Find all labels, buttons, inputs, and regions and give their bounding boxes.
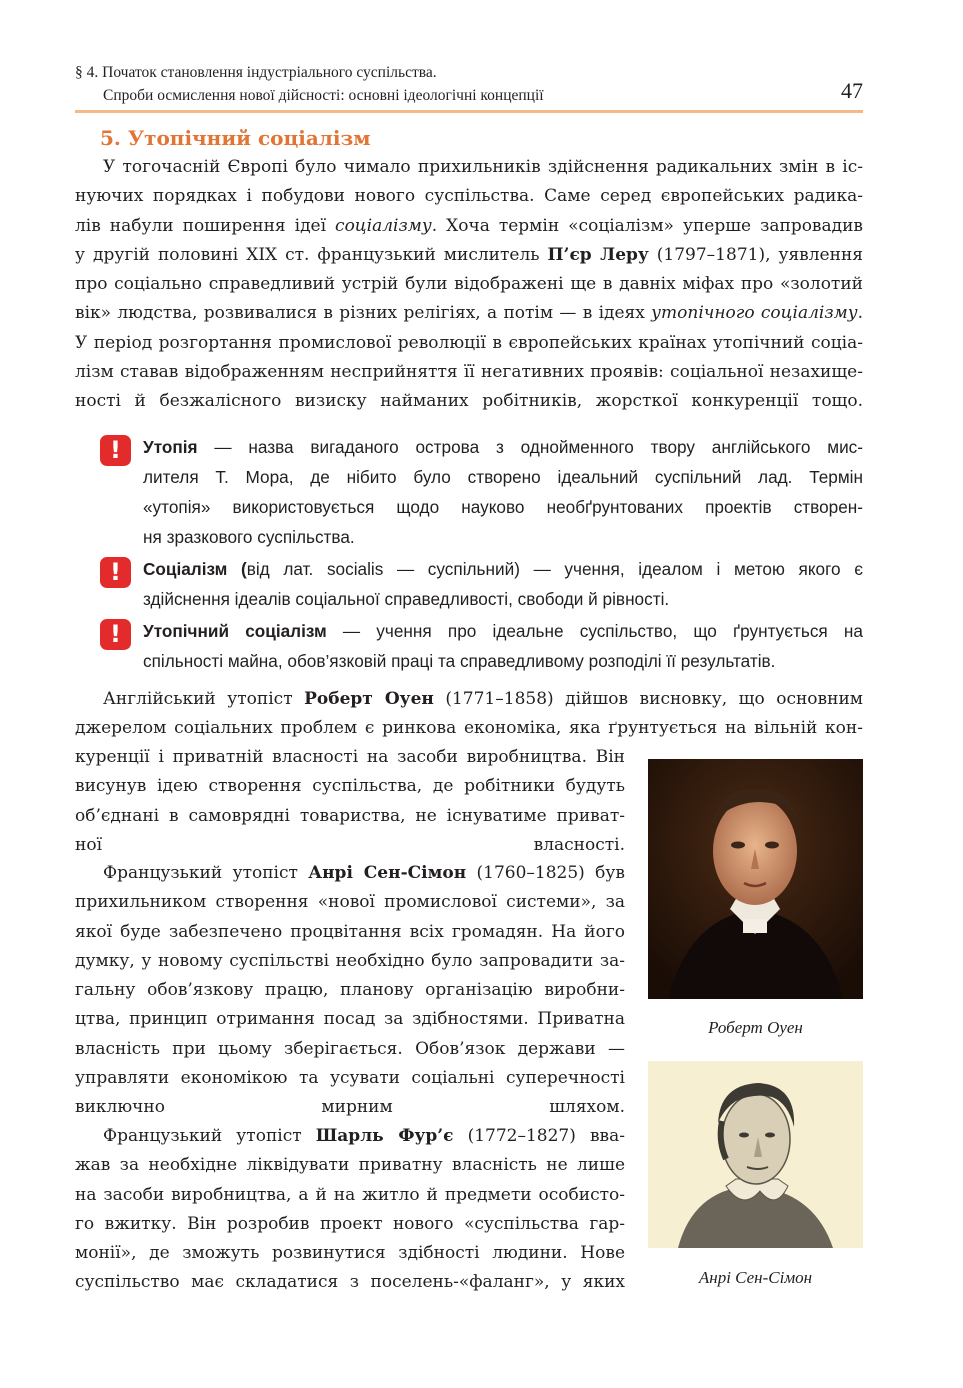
header-rule — [75, 110, 863, 113]
page-number: 47 — [841, 78, 863, 103]
owen-paragraph-rest — [75, 743, 625, 860]
header-chapter-line: § 4. Початок становлення індустріального суспільства. — [75, 64, 437, 81]
text-line: суспільство має складатися з поселень-«фаланг», у яких — [75, 1272, 625, 1293]
caption-owen: Роберт Оуен — [708, 1018, 803, 1037]
fourier-paragraph: Французький утопіст Шарль Фур’є (1772–1827) вва- жав за необхідне ліквідувати приватну власність не лише на засоби виробництва, а й на житло й предмети особисто- го вжитку. Він розробив проект нового «суспільства гар- монії», де зможуть розвинутися здібності людини. Нове суспільство має складатися з поселень-«фаланг», у яких — [75, 1122, 625, 1298]
text-line: монії», де зможуть розвинутися здібності людини. Нове — [75, 1243, 625, 1264]
exclamation-mark-icon: ! — [100, 619, 131, 650]
text-line: думку, у новому суспільстві необхідно було запровадити за- — [75, 950, 625, 971]
saint-simon-paragraph: Французький утопіст Анрі Сен-Сімон (1760–1825) був прихильником створення «нової промислової системи», за якої буде забезпечено процвітання всіх громадян. На його думку, у новому суспільстві необхідно було запровадити за- гальну обов’язкову працю, планову організацію виробни- цтва, принцип отримання посад за здібностями. Приватна власність при цьому зберігається. Обов’язок держави — управляти економікою та усувати соціальні суперечності виключно мирним шляхом. — [75, 859, 625, 1123]
person-leroux: П’єр Леру — [547, 244, 649, 265]
portrait-saint-simon-image — [648, 1061, 863, 1248]
text-line: лів набули поширення ідеї соціалізму. Хоча термін «соціалізм» уперше запровадив — [75, 215, 864, 236]
caption-saint-simon: Анрі Сен-Сімон — [698, 1268, 813, 1287]
person-saint-simon: Анрі Сен-Сімон — [308, 863, 467, 883]
person-owen: Роберт Оуен — [304, 689, 434, 709]
text-line: якої буде забезпечено процвітання всіх громадян. На його — [75, 921, 625, 942]
definitions-block — [100, 432, 863, 678]
definition-term: Утопічний соціалізм — [143, 621, 327, 641]
text-line: ності й безжалісного визиску найманих робітників, жорсткої конкуренції тощо. — [75, 391, 863, 412]
definition-utopian-socialism: ! Утопічний соціалізм — учення про ідеальне суспільство, що ґрунтується на спільності майна, обов’язковій праці та справедливому розподілі її результатів. — [100, 616, 863, 676]
text-line: управляти економікою та усувати соціальні суперечності — [75, 1068, 625, 1089]
text-line: го вжитку. Він розробив проект нового «суспільства гар- — [75, 1213, 625, 1234]
text-line: жав за необхідне ліквідувати приватну власність не лише — [75, 1155, 625, 1176]
portrait-owen-image — [648, 759, 863, 999]
text-line: ної власності. — [75, 834, 625, 855]
text-line: лізм ставав відображенням несприйняття її негативних проявів: соціальної незахище- — [75, 362, 863, 383]
text-line: вік» людства, розвивалися в різних релігіях, а потім — в ідеях утопічного соціалізму. — [75, 303, 863, 324]
person-fourier: Шарль Фур’є — [315, 1126, 454, 1146]
header-subtitle-line: Спроби осмислення нової дійсності: основні ідеологічні концепції — [103, 87, 544, 104]
text-line: прихильником створення «нової промислової системи», за — [75, 892, 625, 913]
text-line: власність при цьому зберігається. Обов’язок держави — — [75, 1038, 625, 1059]
text-line: на засоби виробництва, а й на житло й предмети особисто- — [75, 1184, 625, 1205]
term-utopian-socialism: утопічного соціалізму — [651, 303, 858, 324]
text-line: У тогочасній Європі було чимало прихильників здійснення радикальних змін в іс- — [103, 157, 863, 177]
exclamation-mark-icon: ! — [100, 557, 131, 588]
definition-line: ня зразкового суспільства. — [143, 527, 355, 547]
running-header — [75, 64, 863, 112]
definition-utopia: ! Утопія — назва вигаданого острова з однойменного твору англійського мис- лителя Т. Мора, де нібито було створено ідеальний суспільний лад. Термін «утопія» використовується щодо науково необґрунтованих проектів створен- ня зразкового суспільства. — [100, 432, 863, 552]
definition-line: лителя Т. Мора, де нібито було створено ідеальний суспільний лад. Термін — [143, 467, 863, 487]
definition-line: здійснення ідеалів соціальної справедливості, свободи й рівності. — [143, 589, 670, 609]
exclamation-mark-icon: ! — [100, 435, 131, 466]
owen-paragraph-top: Англійський утопіст Роберт Оуен (1771–1858) дійшов висновку, що основним джерелом соціальних проблем є ринкова економіка, яка ґрунтується на вільній кон- — [75, 685, 863, 744]
text-line: об’єднані в самоврядні товариства, не існуватиме приват- — [75, 805, 625, 826]
definition-line: спільності майна, обов’язковій праці та справедливому розподілі її результатів. — [143, 651, 776, 671]
portrait-painting-icon — [648, 759, 863, 999]
definition-line: «утопія» використовується щодо науково необґрунтованих проектів створен- — [143, 497, 863, 517]
term-socialism: соціалізму — [335, 215, 432, 236]
intro-paragraph — [75, 153, 863, 417]
text-line: про соціально справедливий устрій були відображені ще в давніх міфах про «золотий — [75, 274, 863, 295]
section-title: 5. Утопічний соціалізм — [100, 126, 371, 150]
text-line: виключно мирним шляхом. — [75, 1097, 625, 1118]
definition-term: Соціалізм ( — [143, 559, 247, 579]
text-line: гальну обов’язкову працю, планову організацію виробни- — [75, 980, 625, 1001]
portrait-engraving-icon — [648, 1061, 863, 1248]
text-line: У період розгортання промислової революції в європейських країнах утопічний соціа- — [75, 332, 863, 353]
text-line: у другій половині XIX ст. французький мислитель П’єр Леру (1797–1871), уявлення — [75, 244, 863, 265]
text-line: висунув ідею створення суспільства, де робітники будуть — [75, 776, 625, 797]
text-line: куренції і приватній власності на засоби виробництва. Він — [75, 747, 625, 767]
definition-term: Утопія — [143, 437, 198, 457]
text-line: цтва, принцип отримання посад за здібностями. Приватна — [75, 1009, 625, 1030]
definition-socialism: ! Соціалізм (від лат. socialis — суспільний) — учення, ідеалом і метою якого є здійснення ідеалів соціальної справедливості, свободи й рівності. — [100, 554, 863, 614]
text-line: нуючих порядках і побудови нового суспільства. Саме серед європейських радика- — [75, 186, 863, 207]
text-line: джерелом соціальних проблем є ринкова економіка, яка ґрунтується на вільній кон- — [75, 718, 863, 739]
